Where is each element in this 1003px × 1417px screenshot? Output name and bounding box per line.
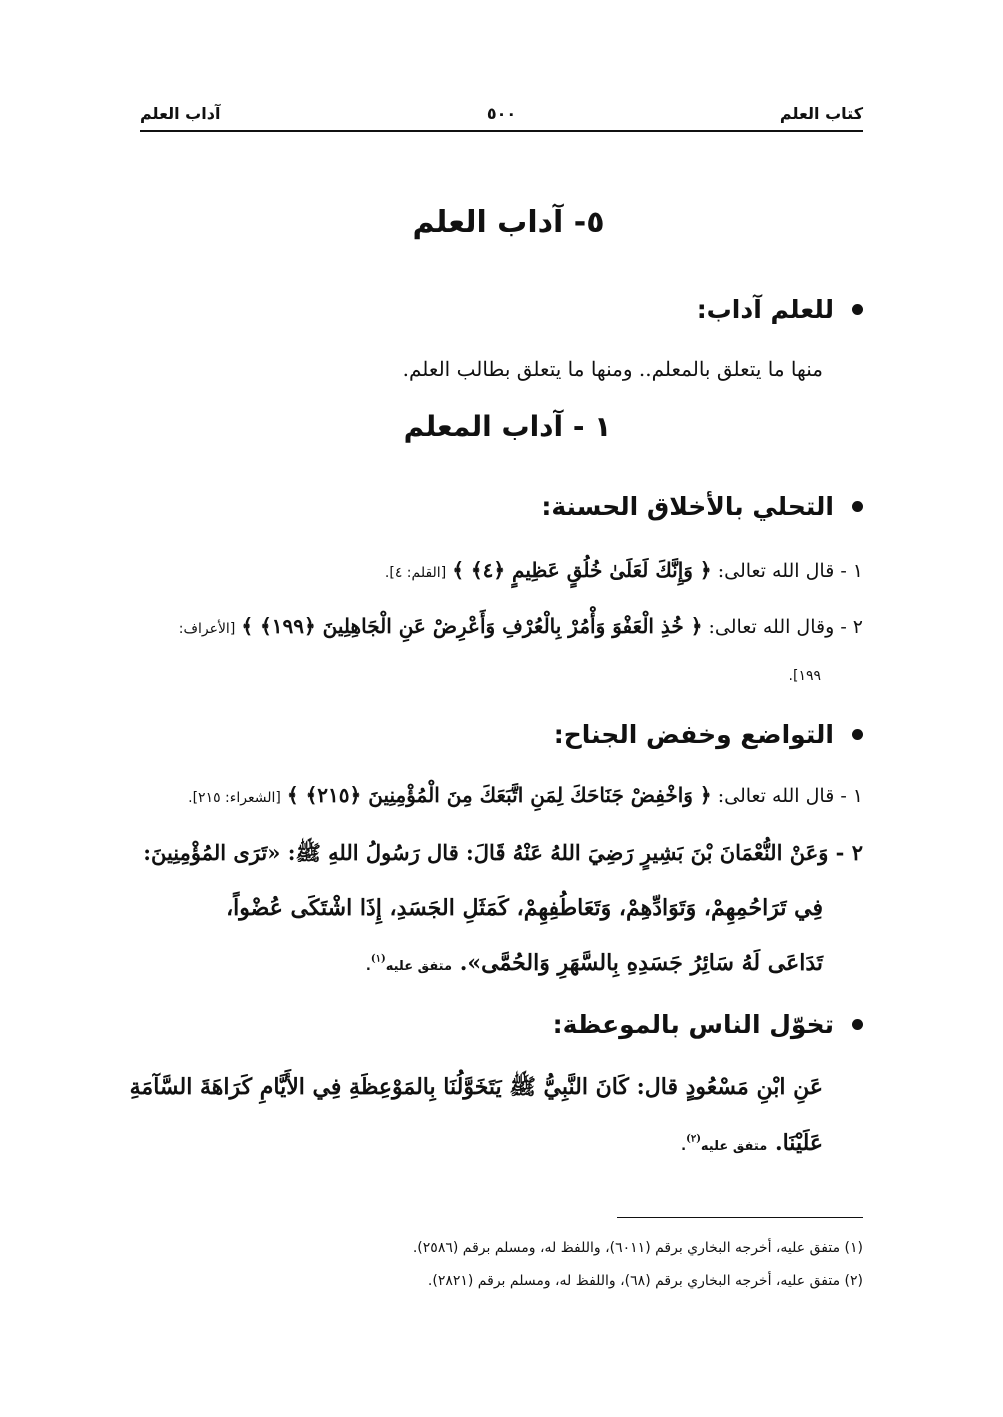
section-heading-text: للعلم آداب:: [696, 295, 834, 324]
hadith-line-2: [681, 1130, 823, 1156]
item-lead: ١ - قال الله تعالى:: [717, 560, 863, 582]
item-lead: ٢ - وقال الله تعالى:: [708, 616, 863, 638]
item-lead: ١ - قال الله تعالى:: [717, 785, 863, 807]
attribution-end: .: [365, 959, 371, 974]
header-page-number: ٥٠٠: [486, 104, 517, 123]
hadith-text: عَلَيْنَا.: [774, 1130, 823, 1156]
hadith-line-1: عَنِ ابْنِ مَسْعُودٍ قال: كَانَ النَّبِيُّ ﷺ يَتَخَوَّلُنَا بِالمَوْعِظَةِ فِي الأَيَّامِ كَرَاهَةَ السَّآمَةِ: [129, 1074, 823, 1100]
running-header: [140, 100, 863, 132]
bullet-icon: [852, 501, 863, 512]
topic-heading: [541, 492, 863, 521]
topic-heading: [553, 1010, 863, 1039]
section-body: منها ما يتعلق بالمعلم.. ومنها ما يتعلق بطالب العلم.: [402, 357, 823, 381]
hadith-line-3: [366, 950, 823, 976]
verse-reference: [القلم: ٤].: [384, 565, 447, 581]
quran-verse: ﴿ وَاخْفِضْ جَنَاحَكَ لِمَنِ اتَّبَعَكَ مِنَ الْمُؤْمِنِينَ ﴿٢١٥﴾ ﴾: [286, 783, 712, 807]
topic-heading-text: تخوّل الناس بالموعظة:: [552, 1010, 834, 1039]
attribution-end: .: [681, 1139, 687, 1154]
topic-heading: [554, 720, 863, 749]
header-section-title: آداب العلم: [140, 104, 221, 123]
verse-reference: [الشعراء: ٢١٥].: [188, 790, 281, 806]
topic-heading-text: التواضع وخفض الجناح:: [553, 720, 834, 749]
attribution: متفق عليه: [700, 1139, 768, 1154]
subheading: ١ - آداب المعلم: [403, 410, 612, 443]
attribution: متفق عليه: [385, 959, 453, 974]
bullet-icon: [852, 1019, 863, 1030]
section-heading: [697, 295, 863, 324]
chapter-title: ٥- آداب العلم: [412, 205, 605, 240]
hadith-line-1: ٢ - وَعَنْ النُّعْمَانَ بْنَ بَشِيرٍ رَضِيَ اللهُ عَنْهُ قَالَ: قال رَسُولُ اللهِ ﷺ: «تَرَى المُؤْمِنِينَ:: [143, 840, 863, 865]
hadith-line-2: فِي تَرَاحُمِهِمْ، وَتَوَادِّهِمْ، وَتَعَاطُفِهِمْ، كَمَثَلِ الجَسَدِ، إِذَا اشْتَكَى عُضْواً،: [226, 895, 823, 921]
verse-reference-continued: ١٩٩].: [788, 668, 821, 684]
footnote-marker: (٢): [686, 1133, 701, 1145]
quran-verse: ﴿ وَإِنَّكَ لَعَلَىٰ خُلُقٍ عَظِيمٍ ﴿٤﴾ ﴾: [452, 558, 712, 582]
header-book-title: كتاب العلم: [779, 104, 863, 123]
footnote-2: (٢) متفق عليه، أخرجه البخاري برقم (٦٨)، واللفظ له، ومسلم برقم (٢٨٢١).: [427, 1273, 863, 1289]
topic1-item1: [385, 558, 863, 582]
quran-verse: ﴿ خُذِ الْعَفْوَ وَأْمُرْ بِالْعُرْفِ وَأَعْرِضْ عَنِ الْجَاهِلِينَ ﴿١٩٩﴾ ﴾: [241, 614, 703, 638]
bullet-icon: [852, 304, 863, 315]
bullet-icon: [852, 729, 863, 740]
topic2-item1: [188, 783, 863, 807]
footnote-marker: (١): [370, 953, 386, 965]
verse-reference: [الأعراف:: [178, 621, 236, 637]
topic-heading-text: التحلي بالأخلاق الحسنة:: [541, 492, 834, 521]
hadith-text: تَدَاعَى لَهُ سَائِرُ جَسَدِهِ بِالسَّهَرِ وَالحُمَّى».: [459, 950, 823, 976]
topic1-item2: [179, 614, 863, 638]
footnote-1: (١) متفق عليه، أخرجه البخاري برقم (٦٠١١)، واللفظ له، ومسلم برقم (٢٥٨٦).: [412, 1240, 863, 1256]
footnote-divider: [617, 1217, 863, 1218]
